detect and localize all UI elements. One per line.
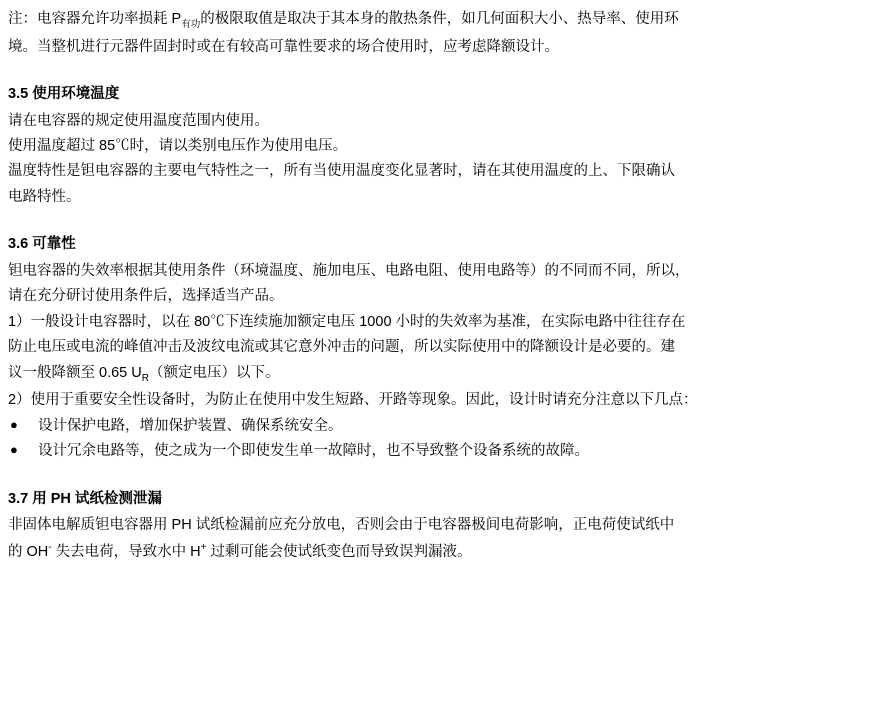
section-3-7-final-line2 <box>8 540 875 563</box>
item1-line3-subscript: R <box>141 372 149 384</box>
section-3-5-heading <box>8 83 875 105</box>
section-3-5 <box>8 83 875 208</box>
section-3-5-para-1: 请在电容器的规定使用温度范围内使用。 <box>8 112 269 129</box>
note-prefix: 注：电容器允许功率损耗 P <box>8 11 182 27</box>
item1-line3-b: （额定电压）以下。 <box>148 364 280 381</box>
section-3-6-title: 可靠性 <box>32 236 76 253</box>
section-3-6-item2: 2）使用于重要安全性设备时，为防止在使用中发生短路、开路等现象。因此，设计时请充分注意以下几点： <box>8 392 698 409</box>
section-3-6-para-2: 请在充分研讨使用条件后，选择适当产品。 <box>8 288 284 305</box>
list-item <box>8 415 875 437</box>
final-line2-c: 过剩可能会使试纸变色而导致误判漏液。 <box>206 543 472 560</box>
bullet-icon: ● <box>10 442 18 458</box>
section-3-5-title: 使用环境温度 <box>32 86 120 103</box>
bullet-text: 设计冗余电路等，使之成为一个即使发生单一故障时，也不导致整个设备系统的故障。 <box>38 443 589 460</box>
final-line2-a: 的 OH <box>8 543 49 560</box>
note-line1-rest: 的极限取值是取决于其本身的散热条件，如几何面积大小、热导率、使用环 <box>200 11 679 27</box>
section-3-7-number: 3.7 <box>8 490 29 507</box>
list-item <box>8 440 875 462</box>
bullet-text: 设计保护电路，增加保护装置、确保系统安全。 <box>38 417 343 434</box>
spacer <box>8 211 875 233</box>
section-3-5-para-2: 使用温度超过 85℃时，请以类别电压作为使用电压。 <box>8 138 348 155</box>
section-3-6-item1-line1: 1）一般设计电容器时，以在 80℃下连续施加额定电压 1000 小时的失效率为基准，在实际电路中往往存在 <box>8 313 686 330</box>
section-3-6-item1-line2: 防止电压或电流的峰值冲击及波纹电流或其它意外冲击的问题，所以实际使用中的降额设计是必要的。建 <box>8 339 675 356</box>
section-3-7-heading <box>8 488 875 510</box>
spacer <box>8 466 875 488</box>
final-line2-superscript-minus: - <box>48 541 52 553</box>
item1-line3-a: 议一般降额至 0.65 U <box>8 364 142 381</box>
section-3-6 <box>8 233 875 462</box>
section-3-5-para-3: 温度特性是钽电容器的主要电气特性之一，所有当使用温度变化显著时，请在其使用温度的上、下限确认 <box>8 163 675 180</box>
final-line2-superscript-plus: + <box>200 541 207 553</box>
spacer <box>8 61 875 83</box>
section-3-7 <box>8 488 875 563</box>
section-3-5-para-4: 电路特性。 <box>8 188 81 205</box>
note-block <box>8 8 875 58</box>
section-3-6-number: 3.6 <box>8 236 29 253</box>
note-line-2: 境。当整机进行元器件固封时或在有较高可靠性要求的场合使用时，应考虑降额设计。 <box>8 38 559 55</box>
final-line2-b: 失去电荷，导致水中 H <box>51 543 201 560</box>
section-3-6-para-1: 钽电容器的失效率根据其使用条件（环境温度、施加电压、电路电阻、使用电路等）的不同而不同，所以， <box>8 262 690 279</box>
note-line-1 <box>8 8 875 33</box>
section-3-6-heading <box>8 233 875 255</box>
section-3-5-number: 3.5 <box>8 86 29 103</box>
section-3-6-item1-line3 <box>8 362 875 386</box>
bullet-icon: ● <box>10 416 18 432</box>
section-3-7-final-line1: 非固体电解质钽电容器用 PH 试纸检漏前应充分放电，否则会由于电容器极间电荷影响，正电荷使试纸中 <box>8 517 675 534</box>
note-subscript: 有功 <box>181 18 201 30</box>
section-3-7-title: 用 PH 试纸检测泄漏 <box>32 490 162 507</box>
